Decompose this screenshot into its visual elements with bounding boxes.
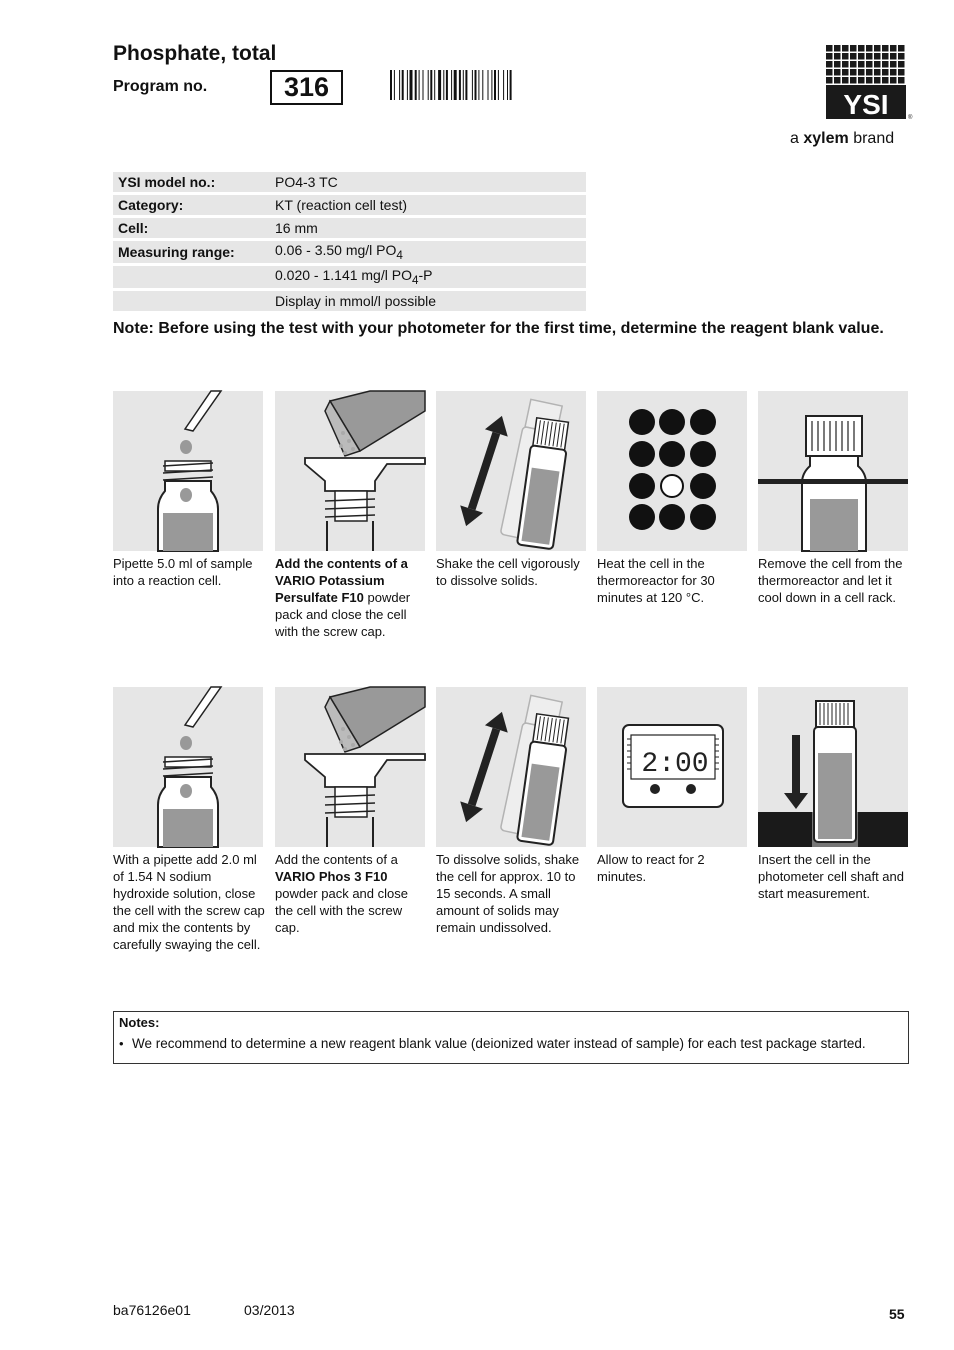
range-text: 0.020 - 1.141 mg/l PO — [275, 266, 412, 283]
bullet-icon: • — [119, 1036, 124, 1051]
table-row — [113, 172, 586, 192]
range-text: 0.06 - 3.50 mg/l PO — [275, 242, 397, 258]
table-row — [113, 241, 586, 263]
spec-key — [113, 291, 270, 311]
table-row — [113, 291, 586, 311]
table-row — [113, 218, 586, 238]
svg-text:®: ® — [908, 115, 913, 121]
spec-value — [270, 266, 586, 288]
step-8-caption: To dissolve solids, shake the cell for approx. 10 to 15 seconds. A small amount of solids may remain undissolved. — [436, 852, 580, 935]
range-subscript: 4 — [396, 248, 403, 262]
spec-value: KT (reaction cell test) — [270, 195, 586, 215]
notes-title: Notes: — [119, 1015, 160, 1030]
notes-box — [113, 1011, 909, 1064]
page-number: 55 — [889, 1306, 905, 1322]
brand-suffix: brand — [853, 130, 895, 147]
step-10-caption: Insert the cell in the photometer cell shaft and start measurement. — [758, 852, 904, 901]
spec-value: 16 mm — [270, 218, 586, 238]
step-5-caption: Remove the cell from the thermoreactor and let it cool down in a cell rack. — [758, 556, 903, 605]
page-title: Phosphate, total — [113, 42, 277, 65]
spec-key: Measuring range: — [113, 241, 270, 263]
step-2-caption: Add the contents of a VARIO Potassium Persulfate F10 powder pack and close the cell with the screw cap. — [275, 556, 411, 639]
step-9-caption: Allow to react for 2 minutes. — [597, 852, 705, 884]
step-8-illustration — [436, 687, 586, 847]
step-9-illustration — [597, 687, 747, 847]
timer-display: 2:00 — [641, 749, 709, 780]
program-number: 316 — [270, 70, 343, 105]
ysi-logo — [826, 45, 913, 121]
step-1-illustration — [113, 391, 263, 551]
footer-doc-id: ba76126e01 — [113, 1302, 191, 1318]
spec-value: PO4-3 TC — [270, 172, 586, 192]
spec-key: Cell: — [113, 218, 270, 238]
step-1-caption: Pipette 5.0 ml of sample into a reaction cell. — [113, 556, 253, 588]
spec-key: Category: — [113, 195, 270, 215]
step-6-illustration — [113, 687, 263, 847]
table-row — [113, 195, 586, 215]
brand-prefix: a — [790, 130, 799, 147]
step-7-caption: Add the contents of a VARIO Phos 3 F10 powder pack and close the cell with the screw cap. — [275, 852, 408, 935]
spec-table — [113, 169, 586, 314]
spec-value — [270, 241, 586, 263]
step-7-illustration — [275, 687, 425, 847]
step-4-illustration — [597, 391, 747, 551]
spec-key: YSI model no.: — [113, 172, 270, 192]
table-row — [113, 266, 586, 288]
step-2-illustration — [275, 391, 425, 551]
barcode-image — [390, 70, 556, 100]
notes-item: We recommend to determine a new reagent blank value (deionized water instead of sample) for each test package started. — [132, 1036, 866, 1051]
range-suffix: -P — [418, 266, 433, 283]
logo-text: YSI — [843, 89, 889, 120]
step-5-illustration — [758, 391, 908, 551]
brand-tagline — [790, 130, 894, 148]
spec-key — [113, 266, 270, 288]
brand-name: xylem — [803, 130, 849, 147]
step-10-illustration — [758, 687, 908, 847]
step-3-illustration — [436, 391, 586, 551]
range-subscript: 4 — [411, 273, 419, 287]
program-label: Program no. — [113, 78, 208, 95]
spec-value: Display in mmol/l possible — [270, 291, 586, 311]
step-6-caption: With a pipette add 2.0 ml of 1.54 N sodium hydroxide solution, close the cell with the screw cap and mix the contents by carefully swaying the cell. — [113, 852, 265, 952]
note-text: Note: Before using the test with your photometer for the first time, determine the reagent blank value. — [113, 320, 884, 337]
footer-date: 03/2013 — [244, 1302, 295, 1318]
step-4-caption: Heat the cell in the thermoreactor for 30 minutes at 120 °C. — [597, 556, 715, 605]
step-3-caption: Shake the cell vigorously to dissolve solids. — [436, 556, 580, 588]
